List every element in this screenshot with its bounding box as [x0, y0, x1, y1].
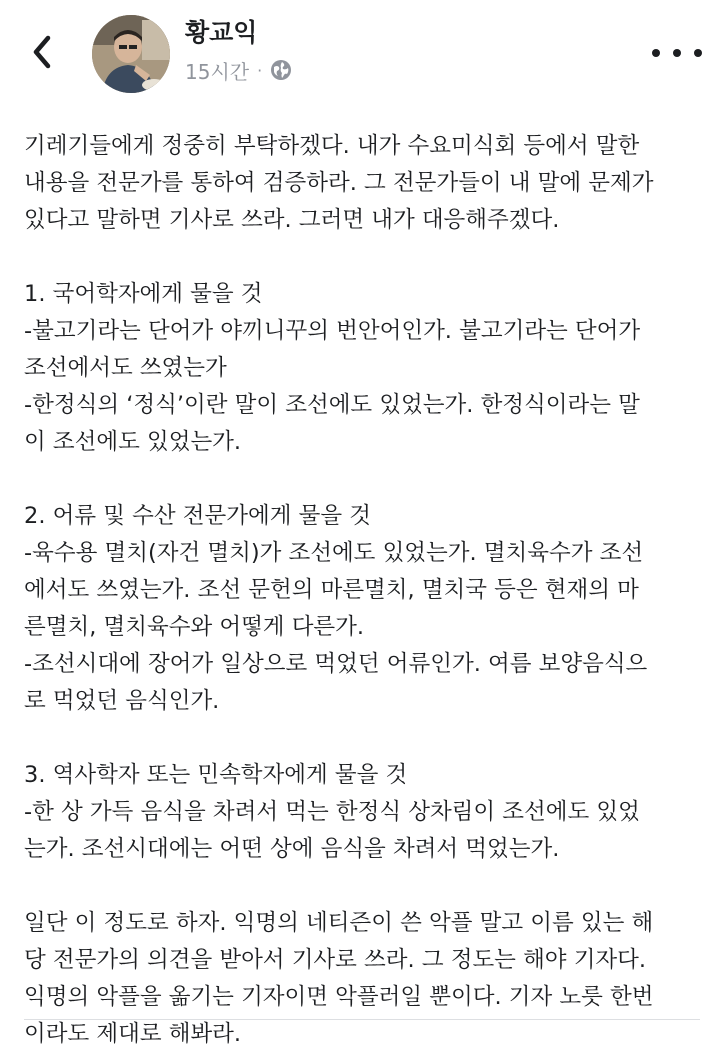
post-text-line: -육수용 멸치(자건 멸치)가 조선에도 있었는가. 멸치육수가 조선: [24, 540, 644, 566]
post-text-line: 일단 이 정도로 하자. 익명의 네티즌이 쓴 악플 말고 이름 있는 해: [24, 910, 654, 936]
post-text-line: 당 전문가의 의견을 받아서 기사로 쓰라. 그 정도는 해야 기자다.: [24, 947, 647, 973]
post-text-line: 로 먹었던 음식인가.: [24, 688, 220, 714]
back-button[interactable]: [24, 30, 64, 74]
post-text-line: 이 조선에도 있었는가.: [24, 429, 242, 455]
post-text-line: 내용을 전문가를 통하여 검증하라. 그 전문가들이 내 말에 문제가: [24, 170, 654, 196]
post-paragraph-closing: [24, 905, 704, 1053]
divider: [24, 1019, 700, 1020]
post-text-line: -한 상 가득 음식을 차려서 먹는 한정식 상차림이 조선에도 있었: [24, 799, 640, 825]
avatar-photo: [92, 15, 170, 93]
post-body: [24, 128, 704, 1053]
post-text-line: 른멸치, 멸치육수와 어떻게 다른가.: [24, 614, 365, 640]
post-text-line: 조선에서도 쓰였는가: [24, 355, 227, 381]
more-dot-icon: [694, 49, 702, 57]
post-header: [0, 0, 724, 110]
post-paragraph-section-1: [24, 276, 704, 461]
post-meta: [185, 55, 292, 85]
post-text-line: 에서도 쓰였는가. 조선 문헌의 마른멸치, 멸치국 등은 현재의 마: [24, 577, 639, 603]
post-paragraph-section-3: [24, 757, 704, 868]
post-text-line: -조선시대에 장어가 일상으로 먹었던 어류인가. 여름 보양음식으: [24, 651, 648, 677]
post-text-line: -한정식의 ‘정식’이란 말이 조선에도 있었는가. 한정식이라는 말: [24, 392, 640, 418]
avatar[interactable]: [92, 15, 170, 93]
post-text-line: -불고기라는 단어가 야끼니꾸의 번안어인가. 불고기라는 단어가: [24, 318, 641, 344]
more-dot-icon: [652, 49, 660, 57]
section-heading: 2. 어류 및 수산 전문가에게 물을 것: [24, 503, 371, 529]
post-text-line: 익명의 악플을 옮기는 기자이면 악플러일 뿐이다. 기자 노릇 한번: [24, 984, 654, 1010]
section-heading: 3. 역사학자 또는 민속학자에게 물을 것: [24, 762, 408, 788]
chevron-left-icon: [24, 30, 64, 74]
section-heading: 1. 국어학자에게 물을 것: [24, 281, 263, 307]
post-text-line: 이라도 제대로 해봐라.: [24, 1021, 242, 1047]
author-name[interactable]: 황교익: [185, 18, 258, 47]
post-timestamp[interactable]: 15시간: [185, 59, 250, 84]
meta-separator: ·: [257, 60, 263, 80]
post-text-line: 기레기들에게 정중히 부탁하겠다. 내가 수요미식회 등에서 말한: [24, 133, 640, 159]
globe-icon: [270, 59, 292, 81]
more-dot-icon: [673, 49, 681, 57]
post-text-line: 는가. 조선시대에는 어떤 상에 음식을 차려서 먹었는가.: [24, 836, 560, 862]
post-paragraph-section-2: [24, 498, 704, 720]
post-text-line: 있다고 말하면 기사로 쓰라. 그러면 내가 대응해주겠다.: [24, 207, 560, 233]
post-paragraph-intro: [24, 128, 704, 239]
more-options-button[interactable]: [652, 38, 702, 68]
